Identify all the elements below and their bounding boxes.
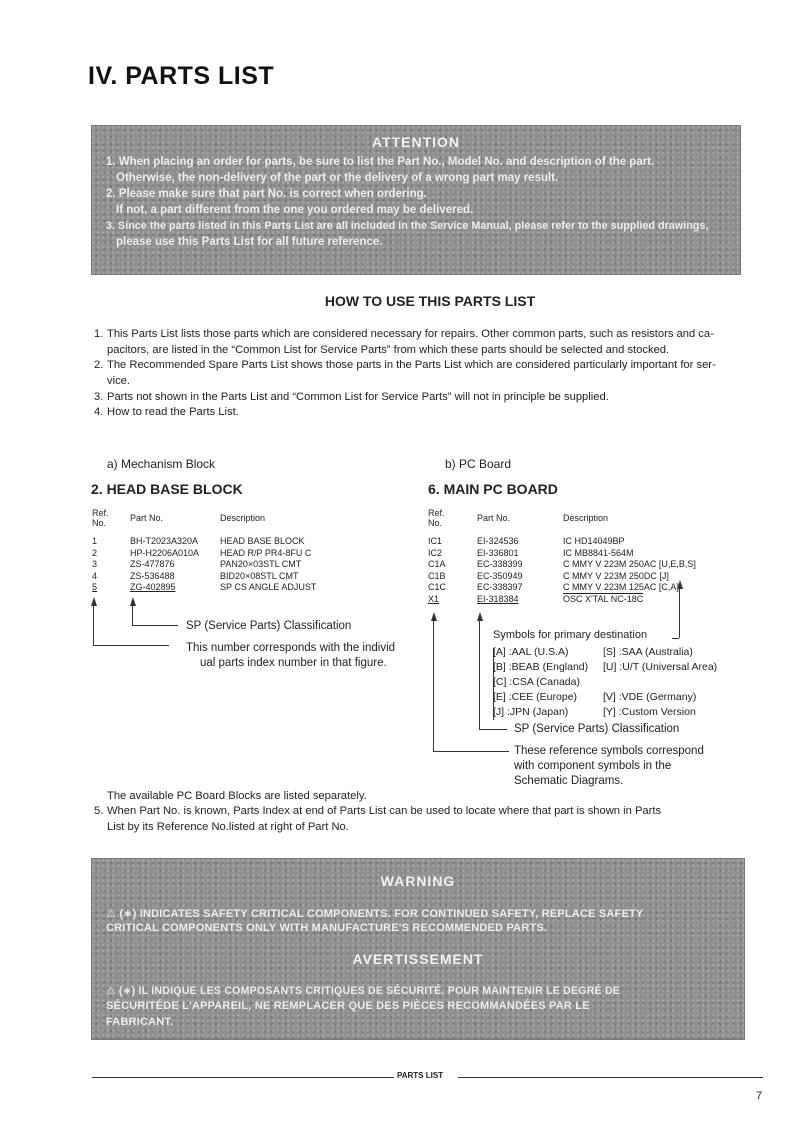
ref-cell: 1 bbox=[92, 536, 98, 546]
item-text: When Part No. is known, Parts Index at end of Parts List can be used to locate where that part is shown in Parts bbox=[107, 805, 662, 817]
index-note: ual parts index number in that figure. bbox=[200, 657, 387, 669]
item-text: vice. bbox=[107, 374, 131, 387]
arrow-up-icon bbox=[431, 612, 437, 621]
connector-line bbox=[132, 625, 178, 626]
warning-line: ⚠ (∗) INDICATES SAFETY CRITICAL COMPONENTS. FOR CONTINUED SAFETY, REPLACE SAFETY bbox=[106, 908, 644, 920]
connector-line bbox=[93, 645, 169, 646]
attention-line: please use this Parts List for all future reference. bbox=[116, 236, 383, 248]
part-cell: BH-T2023A320A bbox=[130, 536, 199, 546]
symbols-title: Symbols for primary destination bbox=[493, 629, 648, 641]
desc-cell: C MMY V 223M 250AC [U,E,B,S] bbox=[563, 559, 696, 569]
warning-title-fr: AVERTISSEMENT bbox=[352, 951, 484, 967]
item-text: How to read the Parts List. bbox=[107, 406, 239, 418]
attention-line: 3. Since the parts listed in this Parts List are all included in the Service Manual, please refer to the supplied drawings, bbox=[106, 220, 709, 232]
connector-line bbox=[479, 729, 507, 730]
item-text: Parts not shown in the Parts List and “Common List for Service Parts” will not in principle be supplied. bbox=[107, 391, 609, 403]
table-row bbox=[428, 571, 696, 583]
footer-label: PARTS LIST bbox=[397, 1071, 444, 1080]
example-b-title: 6. MAIN PC BOARD bbox=[428, 481, 558, 497]
ref-cell: C1C bbox=[428, 582, 447, 592]
arrow-up-icon bbox=[130, 597, 136, 606]
footer-rule bbox=[458, 1077, 763, 1078]
arrow-up-icon bbox=[477, 612, 483, 621]
destination-right: [Y] :Custom Version bbox=[603, 706, 696, 718]
connector-line bbox=[433, 751, 509, 752]
warning-title: WARNING bbox=[380, 873, 456, 889]
page-number: 7 bbox=[756, 1090, 763, 1102]
part-cell: EC-338399 bbox=[477, 559, 523, 569]
pc-board-note: The available PC Board Blocks are listed separately. bbox=[107, 790, 367, 802]
part-cell: EI-324536 bbox=[477, 536, 519, 546]
example-b-label: b) PC Board bbox=[445, 457, 512, 471]
ref-cell: IC2 bbox=[428, 547, 443, 558]
howto-item-4 bbox=[94, 405, 767, 421]
item-text: The Recommended Spare Parts List shows those parts in the Parts List which are considered particularly important for ser- bbox=[107, 359, 716, 371]
item-text: pacitors, are listed in the “Common List for Service Parts” from which these parts should be selected and stocked. bbox=[107, 343, 670, 356]
example-a-label: a) Mechanism Block bbox=[107, 457, 216, 471]
desc-cell: C MMY V 223M 125AC [C,A] bbox=[563, 582, 679, 592]
col-desc-header: Description bbox=[563, 513, 609, 523]
howto-title: HOW TO USE THIS PARTS LIST bbox=[324, 293, 536, 309]
destination-right: [S] :SAA (Australia) bbox=[603, 646, 693, 658]
destination-left: [E] :CEE (Europe) bbox=[493, 691, 578, 703]
part-cell: ZS-536488 bbox=[130, 570, 175, 581]
item-number: 3. bbox=[94, 391, 104, 403]
connector-line bbox=[93, 605, 94, 645]
attention-title: ATTENTION bbox=[371, 134, 461, 150]
col-ref-label: Ref. bbox=[92, 508, 109, 518]
destination-left: [B] :BEAB (England) bbox=[493, 661, 589, 673]
reference-note: These reference symbols correspond bbox=[514, 745, 704, 757]
desc-cell: OSC X'TAL NC-18C bbox=[563, 593, 644, 604]
ref-cell: 5 bbox=[92, 582, 98, 592]
ref-cell: 3 bbox=[92, 559, 98, 569]
col-part-header: Part No. bbox=[130, 513, 164, 523]
parts-table-a bbox=[92, 536, 316, 594]
desc-cell: IC HD14049BP bbox=[563, 536, 625, 546]
table-row bbox=[428, 548, 696, 560]
desc-cell: HEAD BASE BLOCK bbox=[220, 536, 305, 546]
destination-left: [C] :CSA (Canada) bbox=[493, 676, 580, 688]
item-text: This Parts List lists those parts which are considered necessary for repairs. Other common parts, such as resistors and ca- bbox=[107, 328, 714, 340]
col-ref-header bbox=[428, 508, 445, 528]
col-no-label: No. bbox=[428, 518, 443, 528]
table-row bbox=[428, 559, 696, 571]
part-cell: EC-350949 bbox=[477, 570, 523, 581]
howto-item-3 bbox=[94, 390, 767, 406]
table-row bbox=[92, 536, 316, 548]
ref-cell: C1A bbox=[428, 559, 446, 569]
col-ref-label: Ref. bbox=[428, 508, 445, 518]
part-cell: EI-318384 bbox=[477, 593, 519, 604]
col-part-header: Part No. bbox=[477, 513, 511, 523]
reference-note: with component symbols in the bbox=[514, 760, 672, 772]
ref-cell: C1B bbox=[428, 570, 446, 581]
table-row bbox=[428, 594, 696, 606]
index-note: This number corresponds with the individ bbox=[186, 642, 396, 654]
col-desc-header: Description bbox=[220, 513, 266, 523]
connector-line bbox=[433, 620, 434, 751]
warning-box bbox=[91, 858, 745, 1040]
destination-right: [V] :VDE (Germany) bbox=[603, 691, 697, 703]
table-row bbox=[428, 582, 696, 594]
howto-item-2 bbox=[94, 358, 767, 389]
col-ref-header bbox=[92, 508, 109, 528]
col-no-label: No. bbox=[92, 518, 107, 528]
destination-left: [A] :AAL (U.S.A) bbox=[493, 646, 569, 658]
ref-cell: 2 bbox=[92, 547, 98, 558]
attention-box bbox=[91, 125, 741, 275]
desc-cell: HEAD R/P PR4-8FU C bbox=[220, 547, 312, 558]
desc-cell: C MMY V 223M 250DC [J] bbox=[563, 570, 669, 581]
warning-line: FABRICANT. bbox=[106, 1016, 174, 1028]
warning-line: ⚠ (∗) IL INDIQUE LES COMPOSANTS CRITIQUES DE SÉCURITÉ. POUR MAINTENIR LE DEGRÉ DE bbox=[106, 985, 621, 997]
table-row bbox=[92, 548, 316, 560]
attention-line: If not, a part different from the one you ordered may be delivered. bbox=[116, 204, 474, 216]
ref-cell: X1 bbox=[428, 593, 440, 604]
table-row bbox=[92, 582, 316, 594]
connector-line bbox=[679, 588, 680, 638]
desc-cell: BID20×08STL CMT bbox=[220, 570, 299, 581]
table-row bbox=[428, 536, 696, 548]
connector-line bbox=[132, 605, 133, 625]
item-number: 1. bbox=[94, 328, 104, 340]
ref-cell: IC1 bbox=[428, 536, 443, 546]
sp-classification-note: SP (Service Parts) Classification bbox=[514, 723, 680, 735]
item-text: List by its Reference No.listed at right of Part No. bbox=[107, 820, 349, 833]
howto-item-5 bbox=[94, 804, 767, 835]
sp-classification-note: SP (Service Parts) Classification bbox=[186, 620, 352, 632]
warning-line: CRITICAL COMPONENTS ONLY WITH MANUFACTURE'S RECOMMENDED PARTS. bbox=[106, 922, 548, 934]
attention-line: 1. When placing an order for parts, be sure to list the Part No., Model No. and description of the part. bbox=[106, 156, 655, 168]
desc-cell: IC MB8841-564M bbox=[563, 547, 634, 558]
attention-line: 2. Please make sure that part No. is correct when ordering. bbox=[106, 188, 427, 200]
part-cell: ZG-402895 bbox=[130, 582, 176, 592]
arrow-up-icon bbox=[677, 580, 683, 589]
parts-table-b bbox=[428, 536, 696, 605]
example-a-title: 2. HEAD BASE BLOCK bbox=[91, 481, 243, 497]
item-number: 4. bbox=[94, 406, 104, 418]
connector-line bbox=[479, 620, 480, 729]
page-title: IV. PARTS LIST bbox=[88, 62, 275, 90]
part-cell: EI-336801 bbox=[477, 547, 519, 558]
part-cell: EC-338397 bbox=[477, 582, 523, 592]
warning-line: SÉCURITÉDE L'APPAREIL, NE REMPLACER QUE DES PIÈCES RECOMMANDÉES PAR LE bbox=[106, 1000, 590, 1012]
table-row bbox=[92, 571, 316, 583]
howto-item-1 bbox=[94, 327, 767, 358]
part-cell: HP-H2206A010A bbox=[130, 547, 200, 558]
ref-cell: 4 bbox=[92, 570, 98, 581]
item-number: 5. bbox=[94, 805, 104, 817]
connector-line bbox=[672, 638, 679, 639]
footer-rule bbox=[92, 1077, 394, 1078]
part-cell: ZS-477876 bbox=[130, 559, 175, 569]
arrow-up-icon bbox=[91, 597, 97, 606]
destination-left: [J] :JPN (Japan) bbox=[493, 706, 569, 718]
desc-cell: SP CS ANGLE ADJUST bbox=[220, 582, 317, 592]
reference-note: Schematic Diagrams. bbox=[514, 775, 624, 787]
item-number: 2. bbox=[94, 359, 104, 371]
desc-cell: PAN20×03STL CMT bbox=[220, 559, 302, 569]
table-row bbox=[92, 559, 316, 571]
attention-line: Otherwise, the non-delivery of the part or the delivery of a wrong part may result. bbox=[116, 172, 559, 184]
destination-right: [U] :U/T (Universal Area) bbox=[603, 661, 718, 673]
